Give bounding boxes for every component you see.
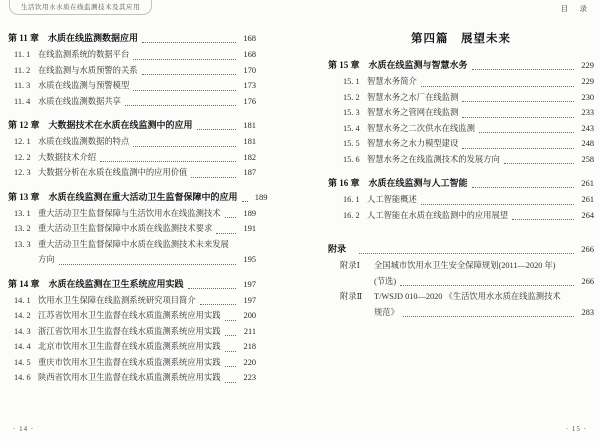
- dot-leader: [225, 351, 236, 352]
- entry-number: 14. 2: [14, 311, 31, 320]
- chapter-title: 水质在线监测数据应用: [48, 33, 139, 43]
- entry-number: 11. 3: [14, 81, 31, 90]
- entry-number: 12. 3: [14, 168, 31, 177]
- entry-number: 13. 3: [14, 239, 31, 249]
- page-number: 195: [243, 255, 256, 264]
- entry-title: T/WSJD 010—2020 《生活饮用水水质在线监测技术: [374, 292, 561, 301]
- appendix-entry-row: [328, 289, 594, 305]
- dot-leader: [225, 366, 236, 367]
- entry-title: 智慧水务之管网在线监测: [367, 108, 459, 117]
- toc-entry-row: [8, 134, 256, 150]
- dot-leader: [225, 217, 236, 218]
- entry-title: 在线监测系统的数据平台: [38, 50, 130, 59]
- page-number: 220: [243, 357, 256, 367]
- dot-leader: [100, 161, 236, 162]
- dot-leader: [472, 187, 574, 188]
- toc-entry-row: [8, 94, 256, 110]
- entry-number: 15. 3: [343, 108, 360, 117]
- entry-title: 全国城市饮用水卫生安全保障规划(2011—2020 年): [374, 261, 556, 270]
- dot-leader: [133, 59, 236, 60]
- toc-entry-row: [328, 121, 594, 137]
- page-number: 189: [243, 208, 256, 218]
- entry-title-continued: 方向: [38, 255, 55, 264]
- page-number: 283: [581, 307, 594, 317]
- page-number: 181: [243, 137, 256, 146]
- entry-title: 浙江省饮用水卫生监督在线水质监测系统应用实践: [38, 326, 221, 336]
- toc-chapter-12: [8, 117, 256, 181]
- entry-title: 智慧水务之在线监测技术的发展方向: [367, 154, 500, 164]
- dot-leader: [142, 42, 236, 43]
- toc-entry-row: [8, 165, 256, 181]
- toc-entry-row: [8, 370, 256, 386]
- entry-number: 11. 2: [14, 65, 31, 75]
- entry-number: 附录Ⅱ: [340, 292, 363, 301]
- dot-leader: [197, 129, 236, 130]
- entry-title: 水质在线监测数据共享: [38, 96, 121, 106]
- entry-title: 重大活动卫生监督保障中水质在线监测技术要求: [38, 224, 213, 233]
- dot-leader: [142, 74, 236, 75]
- toc-entry-row: [8, 324, 256, 340]
- toc-running-head: 目 录: [560, 4, 589, 13]
- page-number: 233: [581, 108, 594, 117]
- page-number: 181: [243, 120, 256, 130]
- dot-leader: [133, 90, 236, 91]
- page-number: 189: [254, 191, 268, 202]
- entry-number: 附录Ⅰ: [340, 261, 360, 270]
- dot-leader: [504, 163, 574, 164]
- entry-number: 12. 1: [14, 137, 31, 146]
- entry-title: 北京市饮用水卫生监督在线水质监测系统应用实践: [38, 342, 221, 351]
- appendix-heading-row: [328, 241, 594, 257]
- page-number: 218: [243, 342, 256, 351]
- chapter-label: 第 11 章: [8, 33, 40, 43]
- entry-title: 智慧水务之二次供水在线监测: [367, 123, 475, 133]
- toc-list-left: [8, 30, 268, 386]
- toc-entry-row: [8, 308, 256, 324]
- chapter-label: 第 14 章: [8, 278, 40, 289]
- entry-title: 智慧水务之水厂在线监测: [367, 92, 459, 102]
- entry-title: 江苏省饮用水卫生监督在线水质监测系统应用实践: [38, 311, 221, 320]
- toc-entry-row: [328, 90, 594, 106]
- entry-title: 饮用水卫生保障在线监测系统研究项目简介: [38, 295, 196, 305]
- entry-number: 16. 2: [343, 210, 360, 220]
- page-number: 243: [581, 123, 594, 133]
- toc-entry-row: [328, 136, 594, 152]
- entry-title: 在线监测与水质预警的关系: [38, 65, 138, 75]
- entry-number: 15. 2: [343, 92, 360, 102]
- dot-leader: [225, 382, 236, 383]
- appendix-entry-continuation-row: [328, 274, 594, 290]
- dot-leader: [462, 117, 574, 118]
- toc-list-right: [328, 57, 594, 320]
- dot-leader: [400, 285, 574, 286]
- page-number: 191: [243, 224, 256, 233]
- toc-chapter-15: [328, 57, 594, 167]
- toc-entry-row: [328, 105, 594, 121]
- page-number: 168: [243, 33, 256, 43]
- chapter-label: 第 15 章: [328, 60, 360, 70]
- page-number: 200: [243, 311, 256, 320]
- page-number: 168: [243, 50, 256, 59]
- entry-title-continued: (节选): [374, 276, 397, 286]
- toc-chapter-row: [328, 175, 594, 191]
- page-number: 197: [243, 278, 256, 289]
- page-number: 170: [243, 65, 256, 75]
- toc-chapter-16: [328, 175, 594, 223]
- entry-title: 大数据分析在水质在线监测中的应用价值: [38, 168, 188, 177]
- dot-leader: [225, 335, 236, 336]
- toc-entry-row: [8, 221, 256, 237]
- running-head-tab: [9, 0, 152, 15]
- toc-entry-row: [8, 47, 256, 63]
- page-number: 176: [243, 96, 256, 106]
- dot-leader: [421, 86, 574, 87]
- toc-entry-row: [328, 152, 594, 168]
- appendix-label: 附录: [328, 244, 347, 254]
- toc-chapter-13: [8, 189, 268, 268]
- chapter-title: 水质在线监测在卫生系统应用实践: [48, 278, 184, 289]
- page-number: 223: [243, 373, 256, 382]
- entry-number: 15. 1: [343, 77, 360, 86]
- entry-number: 14. 6: [14, 373, 31, 382]
- page-number: 182: [243, 152, 256, 162]
- page-number: 173: [243, 81, 256, 90]
- dot-leader: [462, 148, 574, 149]
- entry-number: 14. 1: [14, 295, 31, 305]
- entry-title: 人工智能概述: [367, 195, 417, 204]
- toc-entry-row: [8, 78, 256, 94]
- toc-chapter-11: [8, 30, 256, 109]
- dot-leader: [421, 204, 574, 205]
- dot-leader: [472, 69, 574, 70]
- entry-number: 15. 5: [343, 139, 360, 148]
- dot-leader: [133, 146, 236, 147]
- toc-entry-row: [8, 206, 256, 222]
- page-number: 229: [581, 60, 594, 70]
- entry-number: 13. 2: [14, 224, 31, 233]
- toc-entry-row: [8, 355, 256, 371]
- entry-number: 16. 1: [343, 195, 360, 204]
- entry-title-continued: 规范》: [374, 307, 399, 317]
- toc-entry-row: [8, 339, 256, 355]
- dot-leader: [125, 105, 236, 106]
- dot-leader: [188, 288, 236, 289]
- chapter-label: 第 13 章: [8, 191, 40, 202]
- dot-leader: [200, 304, 236, 305]
- page-number: 211: [243, 326, 256, 336]
- entry-title: 重大活动卫生监督保障与生活饮用水在线监测技术: [38, 208, 221, 218]
- page-number: 266: [581, 244, 594, 254]
- page-number: 261: [581, 178, 594, 188]
- entry-number: 14. 5: [14, 357, 31, 367]
- chapter-title: 水质在线监测与智慧水务: [368, 60, 468, 70]
- page-footer-left: · 14 ·: [13, 425, 35, 433]
- dot-leader: [479, 132, 574, 133]
- dot-leader: [512, 219, 574, 220]
- dot-leader: [216, 233, 236, 234]
- dot-leader: [242, 201, 248, 202]
- page-number: 266: [581, 276, 594, 286]
- toc-chapter-row: [328, 57, 594, 73]
- toc-page-right: [300, 0, 600, 441]
- appendix-section: [328, 241, 594, 320]
- toc-chapter-14: [8, 276, 256, 386]
- entry-number: 15. 4: [343, 123, 360, 133]
- chapter-label: 第 16 章: [328, 178, 360, 188]
- part-title: 第四篇 展望未来: [411, 33, 511, 45]
- dot-leader: [359, 253, 574, 254]
- toc-entry-row: [8, 150, 256, 166]
- dot-leader: [225, 320, 236, 321]
- chapter-title: 水质在线监测与人工智能: [368, 178, 468, 188]
- entry-title: 大数据技术介绍: [38, 152, 97, 162]
- entry-title: 陕西省饮用水卫生监督在线水质监测系统应用实践: [38, 373, 221, 382]
- entry-number: 15. 6: [343, 154, 360, 164]
- page-number: 248: [581, 139, 594, 148]
- dot-leader: [59, 264, 236, 265]
- page-number: 197: [243, 295, 256, 305]
- toc-entry-row: [328, 192, 594, 208]
- chapter-label: 第 12 章: [8, 120, 40, 130]
- entry-number: 14. 4: [14, 342, 31, 351]
- toc-entry-row: [328, 208, 594, 224]
- entry-title: 水质在线监测数据的特点: [38, 137, 130, 146]
- chapter-title: 大数据技术在水质在线监测中的应用: [48, 120, 193, 130]
- entry-title: 重大活动卫生监督保障中水质在线监测技术未来发展: [38, 239, 229, 249]
- toc-entry-row: [8, 237, 256, 253]
- page-footer-right: · 15 ·: [565, 425, 587, 433]
- chapter-title: 水质在线监测在重大活动卫生监督保障中的应用: [48, 191, 238, 202]
- toc-entry-row: [8, 63, 256, 79]
- entry-title: 水质在线监测与预警模型: [38, 81, 130, 90]
- appendix-entry-row: [328, 258, 594, 274]
- entry-title: 人工智能在水质在线监测中的应用展望: [367, 210, 509, 220]
- page-number: 229: [581, 77, 594, 86]
- dot-leader: [462, 101, 574, 102]
- page-number: 261: [581, 195, 594, 204]
- page-number: 258: [581, 154, 594, 164]
- toc-chapter-row: [8, 189, 268, 205]
- page-number: 187: [243, 168, 256, 177]
- entry-number: 14. 3: [14, 326, 31, 336]
- appendix-entry-continuation-row: [328, 305, 594, 321]
- dot-leader: [191, 177, 236, 178]
- toc-chapter-row: [8, 30, 256, 46]
- entry-number: 11. 4: [14, 96, 31, 106]
- page-number: 264: [581, 210, 594, 220]
- entry-number: 12. 2: [14, 152, 31, 162]
- toc-entry-continuation-row: [8, 252, 256, 268]
- entry-title: 重庆市饮用水卫生监督在线水质监测系统应用实践: [38, 357, 221, 367]
- page-number: 230: [581, 92, 594, 102]
- toc-chapter-row: [8, 276, 256, 292]
- entry-title: 智慧水务简介: [367, 77, 417, 86]
- toc-chapter-row: [8, 117, 256, 133]
- entry-number: 13. 1: [14, 208, 31, 218]
- book-title: 生活饮用水水质在线监测技术及其应用: [21, 4, 140, 11]
- toc-entry-row: [328, 74, 594, 90]
- entry-title: 智慧水务之水力模型建设: [367, 139, 459, 148]
- toc-entry-row: [8, 293, 256, 309]
- entry-number: 11. 1: [14, 50, 31, 59]
- dot-leader: [403, 316, 574, 317]
